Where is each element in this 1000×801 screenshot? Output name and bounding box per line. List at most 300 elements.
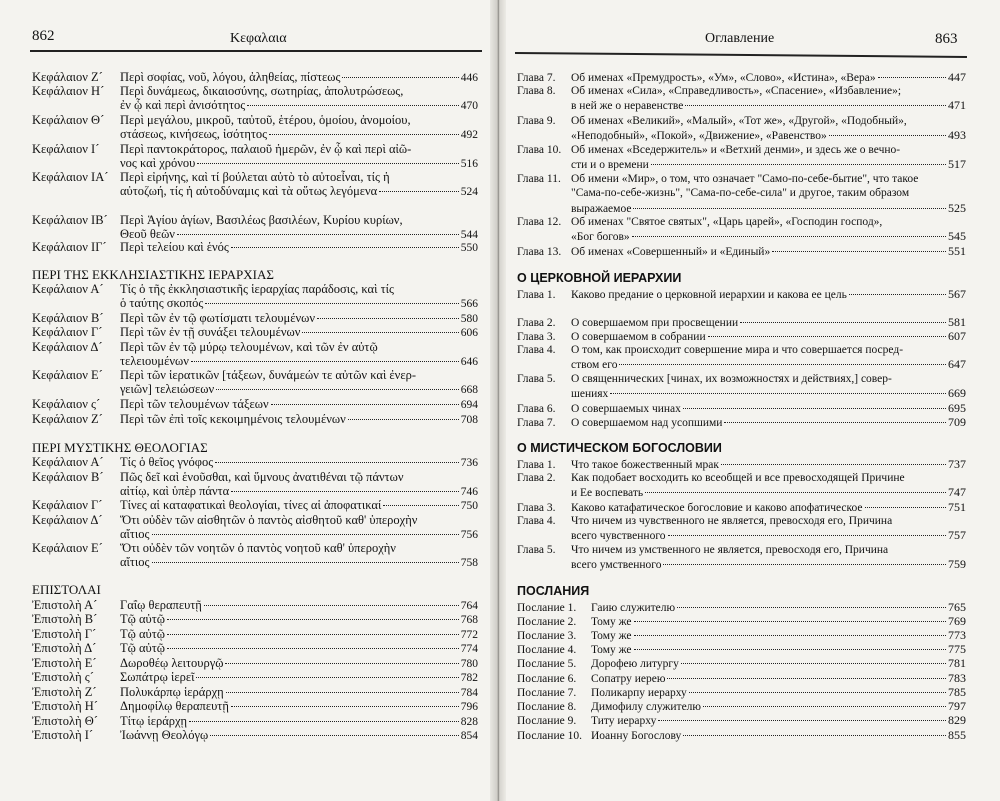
entry-label: Ἐπιστολὴ Γ´	[32, 627, 97, 641]
entry-label: Ἐπιστολὴ Ε´	[32, 656, 97, 670]
entry-title-cont: αἰτίῳ, καὶ ὑπὲρ πάντα	[120, 484, 230, 499]
entry-title-cont: γειῶν] τελειώσεων	[120, 382, 215, 397]
entry-label: Κεφάλαιον Γ´	[32, 325, 103, 339]
entry-label: Κεφάλαιον Γ´	[32, 498, 103, 512]
entry-title: О том, как происходит совершение мира и что совершается посред-	[571, 344, 904, 356]
entry-title: Περὶ εἰρήνης, καὶ τί βούλεται αὐτὸ τὸ αὐτοεἶναι, τίς ἡ	[120, 170, 390, 184]
entry-title: Περὶ τῶν ἐν τῷ φωτίσματι τελουμένων	[120, 311, 316, 325]
entry-title: Ἰωάννῃ Θεολόγῳ	[120, 728, 209, 742]
entry-title: Περὶ Ἁγίου ἁγίων, Βασιλέως βασιλέων, Κυρίου κυρίων,	[120, 213, 403, 227]
toc-entry[interactable]	[517, 215, 966, 245]
toc-entry[interactable]	[517, 713, 966, 728]
entry-page: 447	[948, 70, 966, 84]
entry-label: Глава 7.	[517, 417, 556, 429]
entry-page: 772	[460, 629, 478, 641]
entry-page: 773	[948, 628, 966, 642]
entry-title-cont: Θεοῦ θεῶν	[120, 227, 175, 242]
entry-label: Глава 4.	[517, 515, 556, 527]
toc-entry[interactable]	[517, 415, 966, 430]
entry-page: 647	[948, 357, 966, 372]
entry-label: Глава 10.	[517, 144, 562, 156]
entry-label: Глава 2.	[517, 317, 556, 329]
leader-dots	[231, 706, 459, 707]
entry-label: Глава 3.	[517, 502, 556, 514]
entry-title: Что такое божественный мрак	[571, 459, 719, 471]
leader-dots	[216, 389, 459, 390]
leader-dots	[634, 649, 947, 650]
leader-dots	[317, 318, 459, 319]
entry-page: 751	[948, 500, 966, 514]
entry-title-cont: ством его	[571, 359, 618, 372]
entry-title: Τίτῳ ἱεράρχῃ	[120, 714, 188, 728]
entry-page: 516	[460, 158, 478, 171]
toc-entry[interactable]	[517, 287, 966, 302]
entry-label: Послание 3.	[517, 630, 577, 642]
entry-label: Κεφάλαιον Δ´	[32, 513, 103, 527]
entry-label: Ἐπιστολὴ Α´	[32, 598, 98, 612]
toc-entry[interactable]	[32, 670, 478, 685]
entry-label: Κεφάλαιον Α´	[32, 455, 104, 469]
entry-page: 737	[948, 457, 966, 471]
leader-dots	[772, 251, 946, 252]
entry-title: Περὶ τῶν ἱερατικῶν [τάξεων, δυνάμεών τε αὐτῶν καὶ ἐνερ-	[120, 368, 416, 382]
entry-title-cont: всего умственного	[571, 559, 662, 572]
entry-page: 525	[948, 200, 966, 215]
entry-title-cont: «Неподобный», «Покой», «Движение», «Равенство»	[571, 130, 827, 143]
entry-title: Об имени «Мир», о том, что означает "Само-по-себе-бытие", что такое	[571, 173, 919, 185]
entry-page: 493	[948, 128, 966, 143]
entry-title-cont: ἐν ᾧ καὶ περὶ ἀνισότητος	[120, 98, 246, 113]
entry-page: 765	[948, 600, 966, 614]
entry-title: Τίς ὁ θεῖος γνόφος	[120, 455, 214, 469]
leader-dots	[703, 706, 946, 707]
entry-label: Глава 7.	[517, 72, 556, 84]
entry-title: Τῷ αὐτῷ	[120, 627, 165, 641]
entry-title: Иоанну Богослову	[591, 730, 682, 742]
entry-page: 550	[460, 242, 478, 254]
entry-label: Глава 4.	[517, 344, 556, 356]
entry-title: Ὅτι οὐδὲν τῶν αἰσθητῶν ὁ παντὸς αἰσθητοῦ καθ' ὑπεροχὴν	[120, 513, 418, 527]
toc-entry[interactable]	[32, 498, 478, 513]
entry-label: Глава 8.	[517, 85, 556, 97]
header-rule	[30, 50, 482, 52]
leader-dots	[683, 408, 946, 409]
leader-dots	[215, 462, 459, 463]
entry-title-cont: сти и о времени	[571, 159, 649, 172]
leader-dots	[663, 564, 946, 565]
leader-dots	[865, 507, 946, 508]
leader-dots	[204, 605, 459, 606]
entry-title: Περὶ τῶν ἐν τῇ συνάξει τελουμένων	[120, 325, 301, 339]
entry-title-cont: всего чувственного	[571, 530, 666, 543]
entry-title: О совершаемом при просвещении	[571, 317, 739, 329]
entry-page: 828	[460, 716, 478, 728]
entry-label: Глава 5.	[517, 373, 556, 385]
entry-title: Πῶς δεῖ καὶ ἑνοῦσθαι, καὶ ὕμνους ἀνατιθέναι τῷ πάντων	[120, 470, 404, 484]
entry-title: Об именах «Вседержитель» и «Ветхий денми», и здесь же о вечно-	[571, 144, 901, 156]
entry-title: Титу иерарху	[591, 715, 657, 727]
leader-dots	[632, 236, 946, 237]
entry-label: Глава 12.	[517, 216, 562, 228]
header-rule	[515, 52, 967, 58]
entry-title: Δημοφίλῳ θεραπευτῇ	[120, 699, 229, 713]
entry-page: 694	[460, 399, 478, 411]
entry-title-cont: шениях	[571, 388, 609, 401]
entry-label: Глава 1.	[517, 459, 556, 471]
entry-title-cont: τελειουμένων	[120, 354, 189, 369]
leader-dots	[191, 361, 459, 362]
toc-entry[interactable]	[32, 282, 478, 312]
toc-entry[interactable]	[32, 541, 478, 571]
entry-label: Глава 2.	[517, 472, 556, 484]
leader-dots	[231, 491, 459, 492]
entry-page: 781	[948, 656, 966, 670]
entry-title: О совершаемом над усопшими	[571, 417, 723, 429]
entry-label: Κεφάλαιον Θ´	[32, 113, 105, 127]
leader-dots	[177, 234, 459, 235]
entry-title: Об именах «Совершенный» и «Единый»	[571, 246, 771, 258]
entry-label: Глава 9.	[517, 115, 556, 127]
running-head: Оглавление	[705, 31, 775, 46]
entry-title: Тому же	[591, 644, 632, 656]
entry-page: 855	[948, 728, 966, 742]
entry-title: Каково катафатическое богословие и каково апофатическое	[571, 502, 863, 514]
entry-page: 758	[460, 557, 478, 570]
leader-dots	[645, 492, 946, 493]
toc-entry[interactable]	[517, 172, 966, 216]
leader-dots	[651, 164, 946, 165]
toc-entry[interactable]	[32, 513, 478, 543]
right-page	[503, 0, 1000, 801]
entry-label: Κεφάλαιον Β´	[32, 311, 104, 325]
entry-label: Глава 3.	[517, 331, 556, 343]
toc-entry[interactable]	[517, 471, 966, 501]
toc-entry[interactable]	[517, 514, 966, 544]
entry-label: Глава 1.	[517, 289, 556, 301]
leader-dots	[668, 535, 947, 536]
toc-entry[interactable]	[32, 213, 478, 243]
page-number: 862	[32, 28, 55, 44]
toc-entry[interactable]	[32, 728, 478, 743]
leader-dots	[205, 303, 458, 304]
entry-title-cont: αὐτοζωή, τίς ἡ αὐτοδύναμις καὶ τὰ οὕτως λεγόμενα	[120, 184, 378, 199]
entry-label: Послание 5.	[517, 658, 577, 670]
leader-dots	[379, 191, 459, 192]
entry-label: Глава 6.	[517, 403, 556, 415]
entry-title: Τίνες αἱ καταφατικαὶ θεολογίαι, τίνες αἱ ἀποφατικαί	[120, 498, 382, 512]
entry-page: 607	[948, 329, 966, 343]
toc-entry[interactable]	[32, 368, 478, 398]
entry-label: Глава 13.	[517, 246, 562, 258]
entry-title: Об именах «Премудрость», «Ум», «Слово», «Истина», «Вера»	[571, 72, 876, 84]
toc-entry[interactable]	[32, 113, 478, 143]
leader-dots	[167, 634, 459, 635]
leader-dots	[269, 134, 459, 135]
entry-label: Κεφάλαιον Ζ´	[32, 70, 103, 84]
leader-dots	[225, 663, 458, 664]
entry-title-cont: выражаемое	[571, 202, 632, 215]
entry-title-cont: αἴτιος	[120, 555, 150, 570]
section-heading: ПОСЛАНИЯ	[517, 584, 590, 598]
entry-title-cont: и Ее воспевать	[571, 487, 644, 500]
entry-title-cont: στάσεως, κινήσεως, ἰσότητος	[120, 127, 268, 142]
entry-title: Дорофею литургу	[591, 658, 679, 670]
leader-dots	[689, 692, 946, 693]
entry-title-cont: ὁ ταύτης σκοπός	[120, 296, 204, 311]
entry-page: 566	[460, 298, 478, 311]
leader-dots	[724, 422, 946, 423]
leader-dots	[348, 419, 459, 420]
entry-label: Κεφάλαιον ΙΑ´	[32, 170, 109, 184]
entry-title: Περὶ παντοκράτορος, παλαιοῦ ἡμερῶν, ἐν ᾧ καὶ περὶ αἰῶ-	[120, 142, 412, 156]
entry-page: 747	[948, 485, 966, 500]
leader-dots	[197, 163, 458, 164]
toc-entry[interactable]	[32, 641, 478, 656]
left-page	[0, 0, 497, 801]
leader-dots	[247, 105, 459, 106]
leader-dots	[658, 720, 946, 721]
leader-dots	[167, 648, 459, 649]
toc-entry[interactable]	[32, 84, 478, 114]
entry-label: Κεφάλαιον Ζ´	[32, 412, 103, 426]
entry-title: Γαΐῳ θεραπευτῇ	[120, 598, 202, 612]
entry-title: Димофилу служителю	[591, 701, 701, 713]
toc-entry[interactable]	[517, 143, 966, 173]
toc-entry[interactable]	[32, 699, 478, 714]
entry-label: Послание 7.	[517, 687, 577, 699]
entry-label: Κεφάλαιον ΙΒ´	[32, 213, 108, 227]
entry-title: Тому же	[591, 616, 632, 628]
entry-page: 517	[948, 157, 966, 172]
entry-title: Об именах "Святое святых", «Царь царей», «Господин господ»,	[571, 216, 883, 228]
entry-page: 759	[948, 557, 966, 572]
running-head: Κεφαλαια	[230, 31, 287, 46]
entry-label: Послание 10.	[517, 730, 582, 742]
leader-dots	[685, 105, 946, 106]
toc-entry[interactable]	[32, 340, 478, 370]
entry-page: 551	[948, 244, 966, 258]
section-heading: О МИСТИЧЕСКОМ БОГОСЛОВИИ	[517, 441, 722, 455]
entry-title: Ὅτι οὐδὲν τῶν νοητῶν ὁ παντὸς νοητοῦ καθ' ὑπεροχὴν	[120, 541, 396, 555]
entry-label: Κεφάλαιον Η´	[32, 84, 105, 98]
entry-title-cont: "Сама-по-себе-жизнь", "Сама-по-себе-сила" и другое, таким образом	[571, 187, 910, 200]
entry-title: Тому же	[591, 630, 632, 642]
toc-entry[interactable]	[32, 325, 478, 340]
entry-page: 785	[948, 685, 966, 699]
entry-title: Περὶ δυνάμεως, δικαιοσύνης, σωτηρίας, ἀπολυτρώσεως,	[120, 84, 404, 98]
entry-label: Κεφάλαιον Ι´	[32, 142, 100, 156]
leader-dots	[226, 692, 459, 693]
entry-page: 780	[460, 658, 478, 670]
entry-page: 746	[460, 486, 478, 499]
entry-title-cont: «Бог богов»	[571, 231, 630, 244]
entry-page: 756	[460, 529, 478, 542]
toc-entry[interactable]	[32, 397, 478, 412]
entry-title: Σωπάτρῳ ἱερεῖ	[120, 670, 195, 684]
leader-dots	[610, 393, 946, 394]
entry-page: 769	[948, 614, 966, 628]
leader-dots	[683, 735, 946, 736]
entry-page: 668	[460, 384, 478, 397]
leader-dots	[681, 663, 946, 664]
toc-entry[interactable]	[32, 412, 478, 427]
entry-title: Об именах «Великий», «Малый», «Тот же», «Другой», «Подобный»,	[571, 115, 907, 127]
entry-title-cont: νος καὶ χρόνου	[120, 156, 196, 171]
toc-entry[interactable]	[32, 240, 478, 255]
toc-entry[interactable]	[517, 114, 966, 144]
entry-page: 580	[460, 313, 478, 325]
entry-label: Κεφάλαιον Α´	[32, 282, 104, 296]
toc-entry[interactable]	[32, 455, 478, 470]
entry-title: Τῷ αὐτῷ	[120, 612, 165, 626]
toc-entry[interactable]	[32, 170, 478, 200]
entry-label: Ἐπιστολὴ Δ´	[32, 641, 97, 655]
page-number: 863	[935, 31, 958, 47]
entry-title-cont: αἴτιος	[120, 527, 150, 542]
entry-page: 581	[948, 315, 966, 329]
toc-entry[interactable]	[517, 84, 966, 114]
entry-title: Περὶ τῶν ἐπὶ τοῖς κεκοιμημένοις τελουμένων	[120, 412, 346, 426]
toc-entry[interactable]	[517, 244, 966, 259]
entry-title: Что ничем из чувственного не является, превосходя его, Причина	[571, 515, 893, 527]
entry-label: Послание 1.	[517, 602, 577, 614]
leader-dots	[740, 322, 946, 323]
toc-entry[interactable]	[517, 728, 966, 743]
entry-title: Сопатру иерею	[591, 673, 666, 685]
entry-page: 708	[460, 414, 478, 426]
entry-label: Ἐπιστολὴ Β´	[32, 612, 98, 626]
entry-title: Περὶ σοφίας, νοῦ, λόγου, ἀληθείας, πίστεως	[120, 70, 341, 84]
leader-dots	[196, 677, 458, 678]
leader-dots	[231, 247, 459, 248]
leader-dots	[677, 607, 946, 608]
leader-dots	[708, 336, 946, 337]
entry-title: Περὶ τῶν τελουμένων τάξεων	[120, 397, 269, 411]
entry-label: Ἐπιστολὴ Ζ´	[32, 685, 97, 699]
section-heading: ΕΠΙΣΤΟΛΑΙ	[32, 582, 101, 597]
entry-label: Глава 5.	[517, 544, 556, 556]
entry-page: 768	[460, 614, 478, 626]
entry-label: Κεφάλαιον ς´	[32, 397, 101, 411]
entry-title: Каково предание о церковной иерархии и какова ее цель	[571, 289, 847, 301]
entry-page: 829	[948, 713, 966, 727]
entry-title: Гаию служителю	[591, 602, 676, 614]
leader-dots	[634, 635, 947, 636]
entry-page: 606	[460, 327, 478, 339]
entry-page: 775	[948, 642, 966, 656]
leader-dots	[619, 364, 946, 365]
leader-dots	[634, 621, 947, 622]
entry-page: 783	[948, 671, 966, 685]
toc-entry[interactable]	[32, 142, 478, 172]
leader-dots	[152, 562, 459, 563]
entry-label: Ἐπιστολὴ Η´	[32, 699, 98, 713]
section-heading: ΠΕΡΙ ΜΥΣΤΙΚΗΣ ΘΕΟΛΟΓΙΑΣ	[32, 440, 208, 455]
entry-page: 764	[460, 600, 478, 612]
entry-title: Поликарпу иерарху	[591, 687, 687, 699]
entry-title: Δωροθέῳ λειτουργῷ	[120, 656, 224, 670]
leader-dots	[633, 208, 946, 209]
entry-page: 471	[948, 98, 966, 113]
leader-dots	[167, 619, 459, 620]
entry-page: 796	[460, 701, 478, 713]
entry-page: 797	[948, 699, 966, 713]
section-heading: ΠΕΡΙ ΤΗΣ ΕΚΚΛΗΣΙΑΣΤΙΚΗΣ ΙΕΡΑΡΧΙΑΣ	[32, 267, 274, 282]
entry-label: Послание 4.	[517, 644, 577, 656]
entry-title: Τῷ αὐτῷ	[120, 641, 165, 655]
leader-dots	[383, 505, 458, 506]
leader-dots	[189, 721, 459, 722]
entry-page: 750	[460, 500, 478, 512]
toc-entry[interactable]	[517, 656, 966, 671]
leader-dots	[342, 77, 458, 78]
leader-dots	[302, 332, 458, 333]
entry-label: Послание 9.	[517, 715, 577, 727]
entry-title: Что ничем из умственного не является, превосходя его, Причина	[571, 544, 889, 556]
entry-title: О совершаемых чинах	[571, 403, 681, 415]
entry-page: 774	[460, 643, 478, 655]
entry-title: Τίς ὁ τῆς ἐκκλησιαστικῆς ἱεραρχίας παράδοσις, καὶ τίς	[120, 282, 394, 296]
entry-title: О совершаемом в собрании	[571, 331, 706, 343]
leader-dots	[721, 464, 946, 465]
toc-entry[interactable]	[32, 612, 478, 627]
entry-title-cont: в ней же о неравенстве	[571, 100, 684, 113]
leader-dots	[849, 294, 946, 295]
entry-page: 492	[460, 129, 478, 142]
entry-label: Ἐπιστολὴ ς´	[32, 670, 94, 684]
leader-dots	[210, 735, 459, 736]
entry-title: Как подобает восходить ко всеобщей и все превосходящей Причине	[571, 472, 905, 484]
entry-page: 446	[460, 72, 478, 84]
entry-page: 646	[460, 356, 478, 369]
leader-dots	[878, 77, 946, 78]
entry-label: Глава 11.	[517, 173, 561, 185]
entry-label: Κεφάλαιον Ε´	[32, 541, 103, 555]
entry-page: 784	[460, 687, 478, 699]
entry-page: 470	[460, 100, 478, 113]
entry-page: 544	[460, 229, 478, 242]
section-heading: О ЦЕРКОВНОЙ ИЕРАРХИИ	[517, 271, 682, 285]
leader-dots	[667, 678, 946, 679]
entry-page: 709	[948, 415, 966, 429]
entry-label: Κεφάλαιον Ε´	[32, 368, 103, 382]
entry-title: Πολυκάρπῳ ἱεράρχῃ	[120, 685, 224, 699]
entry-page: 757	[948, 528, 966, 543]
toc-entry[interactable]	[32, 470, 478, 500]
entry-page: 854	[460, 730, 478, 742]
entry-page: 524	[460, 186, 478, 199]
entry-title: Об именах «Сила», «Справедливость», «Спасение», «Избавление»;	[571, 85, 902, 97]
entry-page: 545	[948, 229, 966, 244]
entry-label: Ἐπιστολὴ Θ´	[32, 714, 98, 728]
entry-label: Κεφάλαιον Δ´	[32, 340, 103, 354]
toc-entry[interactable]	[517, 372, 966, 402]
entry-label: Κεφάλαιον ΙΓ´	[32, 240, 107, 254]
toc-entry[interactable]	[517, 543, 966, 573]
leader-dots	[271, 404, 459, 405]
entry-page: 567	[948, 287, 966, 301]
entry-label: Послание 2.	[517, 616, 577, 628]
entry-page: 669	[948, 386, 966, 401]
entry-page: 736	[460, 457, 478, 469]
leader-dots	[829, 135, 946, 136]
entry-label: Ἐπιστολὴ Ι´	[32, 728, 94, 742]
leader-dots	[152, 534, 459, 535]
entry-label: Послание 6.	[517, 673, 577, 685]
entry-page: 695	[948, 401, 966, 415]
entry-title: Περὶ τῶν ἐν τῷ μύρῳ τελουμένων, καὶ τῶν ἐν αὐτῷ	[120, 340, 378, 354]
toc-entry[interactable]	[517, 343, 966, 373]
